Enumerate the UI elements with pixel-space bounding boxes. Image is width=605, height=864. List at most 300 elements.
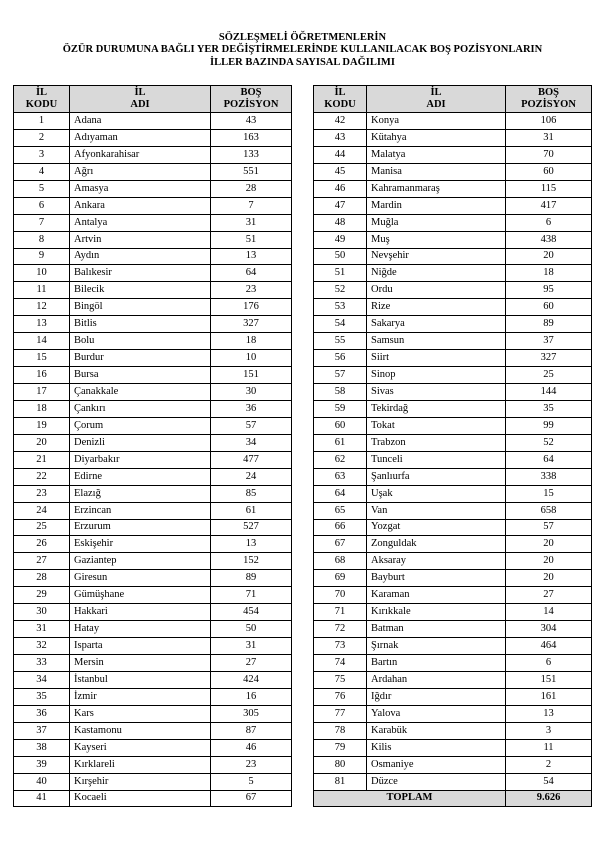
bos-pozisyon-cell: 327 (211, 316, 292, 333)
il-adi-cell: Manisa (367, 163, 506, 180)
table-row (14, 756, 292, 773)
il-kodu-cell: 5 (14, 180, 70, 197)
il-adi-cell: Mersin (70, 655, 211, 672)
il-kodu-cell: 3 (14, 146, 70, 163)
il-adi-cell: Sivas (367, 384, 506, 401)
table-row (314, 671, 592, 688)
il-adi-cell: Bartın (367, 655, 506, 672)
bos-pozisyon-cell: 31 (211, 638, 292, 655)
bos-pozisyon-cell: 305 (211, 705, 292, 722)
il-kodu-cell: 19 (14, 417, 70, 434)
il-adi-cell: Iğdır (367, 688, 506, 705)
il-kodu-cell: 40 (14, 773, 70, 790)
bos-pozisyon-cell: 46 (211, 739, 292, 756)
table-row (14, 400, 292, 417)
il-adi-cell: Afyonkarahisar (70, 146, 211, 163)
bos-pozisyon-cell: 551 (211, 163, 292, 180)
il-adi-cell: Çankırı (70, 400, 211, 417)
bos-pozisyon-cell: 176 (211, 299, 292, 316)
bos-pozisyon-cell: 115 (506, 180, 592, 197)
bos-pozisyon-cell: 13 (211, 248, 292, 265)
il-adi-cell: Konya (367, 113, 506, 130)
table-row (14, 434, 292, 451)
bos-pozisyon-cell: 464 (506, 638, 592, 655)
il-kodu-cell: 68 (314, 553, 367, 570)
il-adi-cell: Trabzon (367, 434, 506, 451)
il-adi-cell: Kilis (367, 739, 506, 756)
table-row (14, 265, 292, 282)
bos-pozisyon-cell: 151 (506, 671, 592, 688)
table-row (314, 163, 592, 180)
table-header-row (314, 86, 592, 113)
table-row (14, 214, 292, 231)
bos-pozisyon-cell: 89 (506, 316, 592, 333)
il-kodu-cell: 7 (14, 214, 70, 231)
table-row (14, 248, 292, 265)
il-kodu-cell: 60 (314, 417, 367, 434)
bos-pozisyon-cell: 477 (211, 451, 292, 468)
il-adi-cell: Ankara (70, 197, 211, 214)
il-adi-cell: Sinop (367, 367, 506, 384)
il-kodu-cell: 44 (314, 146, 367, 163)
il-kodu-cell: 35 (14, 688, 70, 705)
il-kodu-cell: 22 (14, 468, 70, 485)
il-adi-cell: Kocaeli (70, 790, 211, 807)
il-adi-cell: Tekirdağ (367, 400, 506, 417)
table-row (14, 485, 292, 502)
il-kodu-cell: 81 (314, 773, 367, 790)
bos-pozisyon-cell: 20 (506, 553, 592, 570)
bos-pozisyon-cell: 161 (506, 688, 592, 705)
table-row (14, 519, 292, 536)
il-adi-cell: Malatya (367, 146, 506, 163)
il-kodu-cell: 54 (314, 316, 367, 333)
table-row (314, 519, 592, 536)
table-row (314, 197, 592, 214)
bos-pozisyon-cell: 43 (211, 113, 292, 130)
table-row (14, 350, 292, 367)
bos-pozisyon-cell: 67 (211, 790, 292, 807)
il-kodu-cell: 77 (314, 705, 367, 722)
il-adi-cell: Bitlis (70, 316, 211, 333)
il-adi-cell: Muş (367, 231, 506, 248)
table-row (14, 553, 292, 570)
bos-pozisyon-cell: 89 (211, 570, 292, 587)
bos-pozisyon-cell: 64 (211, 265, 292, 282)
il-adi-cell: Bayburt (367, 570, 506, 587)
bos-pozisyon-cell: 151 (211, 367, 292, 384)
il-kodu-cell: 33 (14, 655, 70, 672)
il-adi-cell: Ağrı (70, 163, 211, 180)
il-adi-cell: Kırıkkale (367, 604, 506, 621)
il-adi-cell: Ardahan (367, 671, 506, 688)
table-row (314, 434, 592, 451)
il-adi-cell: Zonguldak (367, 536, 506, 553)
il-kodu-cell: 21 (14, 451, 70, 468)
bos-pozisyon-cell: 30 (211, 384, 292, 401)
il-kodu-cell: 31 (14, 621, 70, 638)
bos-pozisyon-cell: 3 (506, 722, 592, 739)
il-adi-cell: Karabük (367, 722, 506, 739)
il-kodu-cell: 41 (14, 790, 70, 807)
bos-pozisyon-cell: 64 (506, 451, 592, 468)
il-adi-cell: Van (367, 502, 506, 519)
il-kodu-cell: 66 (314, 519, 367, 536)
bos-pozisyon-cell: 87 (211, 722, 292, 739)
bos-pozisyon-cell: 424 (211, 671, 292, 688)
bos-pozisyon-cell: 20 (506, 248, 592, 265)
il-kodu-cell: 67 (314, 536, 367, 553)
bos-pozisyon-cell: 57 (211, 417, 292, 434)
table-row (314, 214, 592, 231)
bos-pozisyon-cell: 36 (211, 400, 292, 417)
il-adi-cell: Tunceli (367, 451, 506, 468)
il-adi-cell: Bilecik (70, 282, 211, 299)
header-il-adi: İL ADI (70, 86, 211, 113)
il-adi-cell: Uşak (367, 485, 506, 502)
bos-pozisyon-cell: 658 (506, 502, 592, 519)
bos-pozisyon-cell: 133 (211, 146, 292, 163)
bos-pozisyon-cell: 18 (506, 265, 592, 282)
il-kodu-cell: 52 (314, 282, 367, 299)
bos-pozisyon-cell: 54 (506, 773, 592, 790)
il-kodu-cell: 27 (14, 553, 70, 570)
table-row (14, 536, 292, 553)
table-row (314, 350, 592, 367)
header-bos-pozisyon: BOŞ POZİSYON (211, 86, 292, 113)
table-row (314, 129, 592, 146)
il-kodu-cell: 15 (14, 350, 70, 367)
il-kodu-cell: 74 (314, 655, 367, 672)
il-kodu-cell: 11 (14, 282, 70, 299)
table-row (14, 587, 292, 604)
table-row (14, 705, 292, 722)
bos-pozisyon-cell: 5 (211, 773, 292, 790)
bos-pozisyon-cell: 50 (211, 621, 292, 638)
bos-pozisyon-cell: 152 (211, 553, 292, 570)
table-row (314, 417, 592, 434)
table-row (314, 536, 592, 553)
il-adi-cell: Hatay (70, 621, 211, 638)
table-row (314, 621, 592, 638)
header-il-kodu: İL KODU (314, 86, 367, 113)
il-kodu-cell: 2 (14, 129, 70, 146)
il-kodu-cell: 58 (314, 384, 367, 401)
il-kodu-cell: 53 (314, 299, 367, 316)
il-adi-cell: Nevşehir (367, 248, 506, 265)
bos-pozisyon-cell: 60 (506, 299, 592, 316)
bos-pozisyon-cell: 163 (211, 129, 292, 146)
il-adi-cell: Kırklareli (70, 756, 211, 773)
province-table-right (313, 85, 592, 807)
table-row (314, 638, 592, 655)
bos-pozisyon-cell: 338 (506, 468, 592, 485)
table-row (314, 502, 592, 519)
bos-pozisyon-cell: 70 (506, 146, 592, 163)
il-kodu-cell: 65 (314, 502, 367, 519)
il-kodu-cell: 20 (14, 434, 70, 451)
table-row (14, 197, 292, 214)
il-kodu-cell: 75 (314, 671, 367, 688)
bos-pozisyon-cell: 10 (211, 350, 292, 367)
table-row (314, 384, 592, 401)
table-row (14, 384, 292, 401)
il-adi-cell: Rize (367, 299, 506, 316)
table-row (314, 180, 592, 197)
table-row (14, 773, 292, 790)
table-row (314, 468, 592, 485)
table-row (14, 333, 292, 350)
table-row (14, 129, 292, 146)
il-kodu-cell: 59 (314, 400, 367, 417)
bos-pozisyon-cell: 2 (506, 756, 592, 773)
il-kodu-cell: 4 (14, 163, 70, 180)
bos-pozisyon-cell: 20 (506, 570, 592, 587)
bos-pozisyon-cell: 6 (506, 214, 592, 231)
il-adi-cell: Bolu (70, 333, 211, 350)
bos-pozisyon-cell: 34 (211, 434, 292, 451)
total-label: TOPLAM (314, 790, 506, 807)
bos-pozisyon-cell: 31 (211, 214, 292, 231)
header-il-adi: İL ADI (367, 86, 506, 113)
bos-pozisyon-cell: 11 (506, 739, 592, 756)
title-line-2: ÖZÜR DURUMUNA BAĞLI YER DEĞİŞTİRMELERİNDE KULLANILACAK BOŞ POZİSYONLARIN (62, 44, 543, 55)
il-kodu-cell: 56 (314, 350, 367, 367)
il-adi-cell: Erzincan (70, 502, 211, 519)
il-adi-cell: Samsun (367, 333, 506, 350)
il-adi-cell: Tokat (367, 417, 506, 434)
il-kodu-cell: 24 (14, 502, 70, 519)
il-kodu-cell: 62 (314, 451, 367, 468)
bos-pozisyon-cell: 304 (506, 621, 592, 638)
il-kodu-cell: 38 (14, 739, 70, 756)
table-row (314, 248, 592, 265)
il-kodu-cell: 50 (314, 248, 367, 265)
table-row (14, 790, 292, 807)
il-adi-cell: Kırşehir (70, 773, 211, 790)
bos-pozisyon-cell: 327 (506, 350, 592, 367)
il-adi-cell: Erzurum (70, 519, 211, 536)
table-row (314, 231, 592, 248)
il-adi-cell: Muğla (367, 214, 506, 231)
bos-pozisyon-cell: 25 (506, 367, 592, 384)
table-row (14, 163, 292, 180)
bos-pozisyon-cell: 37 (506, 333, 592, 350)
bos-pozisyon-cell: 61 (211, 502, 292, 519)
table-row (14, 282, 292, 299)
table-row (314, 265, 592, 282)
table-row (14, 417, 292, 434)
il-adi-cell: Gümüşhane (70, 587, 211, 604)
il-kodu-cell: 57 (314, 367, 367, 384)
il-adi-cell: Yozgat (367, 519, 506, 536)
il-adi-cell: Elazığ (70, 485, 211, 502)
il-adi-cell: Sakarya (367, 316, 506, 333)
bos-pozisyon-cell: 31 (506, 129, 592, 146)
table-row (314, 587, 592, 604)
table-row (314, 756, 592, 773)
bos-pozisyon-cell: 417 (506, 197, 592, 214)
il-adi-cell: Çorum (70, 417, 211, 434)
table-row (14, 316, 292, 333)
header-il-kodu: İL KODU (14, 86, 70, 113)
il-adi-cell: Kayseri (70, 739, 211, 756)
il-kodu-cell: 55 (314, 333, 367, 350)
il-kodu-cell: 25 (14, 519, 70, 536)
il-adi-cell: Bingöl (70, 299, 211, 316)
table-row (314, 553, 592, 570)
table-row (14, 468, 292, 485)
il-kodu-cell: 48 (314, 214, 367, 231)
table-row (14, 671, 292, 688)
il-adi-cell: Kastamonu (70, 722, 211, 739)
il-kodu-cell: 46 (314, 180, 367, 197)
il-kodu-cell: 34 (14, 671, 70, 688)
il-kodu-cell: 72 (314, 621, 367, 638)
il-adi-cell: Bursa (70, 367, 211, 384)
il-kodu-cell: 29 (14, 587, 70, 604)
bos-pozisyon-cell: 60 (506, 163, 592, 180)
table-row (314, 299, 592, 316)
table-row (14, 367, 292, 384)
table-row (14, 451, 292, 468)
table-row (314, 451, 592, 468)
title-line-3: İLLER BAZINDA SAYISAL DAĞILIMI (210, 57, 395, 68)
il-kodu-cell: 42 (314, 113, 367, 130)
bos-pozisyon-cell: 23 (211, 282, 292, 299)
bos-pozisyon-cell: 527 (211, 519, 292, 536)
title-line-1: SÖZLEŞMELİ ÖĞRETMENLERİN (218, 32, 387, 43)
bos-pozisyon-cell: 144 (506, 384, 592, 401)
table-row (314, 688, 592, 705)
il-kodu-cell: 78 (314, 722, 367, 739)
il-adi-cell: Aksaray (367, 553, 506, 570)
il-adi-cell: Düzce (367, 773, 506, 790)
table-row (314, 316, 592, 333)
il-kodu-cell: 9 (14, 248, 70, 265)
il-adi-cell: Hakkari (70, 604, 211, 621)
table-row (14, 231, 292, 248)
il-kodu-cell: 73 (314, 638, 367, 655)
table-row (14, 146, 292, 163)
il-adi-cell: Kars (70, 705, 211, 722)
il-kodu-cell: 80 (314, 756, 367, 773)
bos-pozisyon-cell: 51 (211, 231, 292, 248)
il-kodu-cell: 45 (314, 163, 367, 180)
il-adi-cell: İstanbul (70, 671, 211, 688)
il-kodu-cell: 23 (14, 485, 70, 502)
il-kodu-cell: 79 (314, 739, 367, 756)
bos-pozisyon-cell: 27 (506, 587, 592, 604)
bos-pozisyon-cell: 16 (211, 688, 292, 705)
bos-pozisyon-cell: 23 (211, 756, 292, 773)
bos-pozisyon-cell: 106 (506, 113, 592, 130)
table-row (14, 688, 292, 705)
table-row (314, 739, 592, 756)
il-kodu-cell: 30 (14, 604, 70, 621)
il-adi-cell: Burdur (70, 350, 211, 367)
il-adi-cell: Karaman (367, 587, 506, 604)
table-row (14, 180, 292, 197)
il-kodu-cell: 47 (314, 197, 367, 214)
table-row (14, 502, 292, 519)
il-adi-cell: Yalova (367, 705, 506, 722)
table-row (14, 604, 292, 621)
il-kodu-cell: 37 (14, 722, 70, 739)
il-kodu-cell: 16 (14, 367, 70, 384)
table-row (14, 739, 292, 756)
il-adi-cell: Batman (367, 621, 506, 638)
il-adi-cell: Niğde (367, 265, 506, 282)
table-row (314, 773, 592, 790)
table-row (314, 400, 592, 417)
il-adi-cell: Diyarbakır (70, 451, 211, 468)
bos-pozisyon-cell: 57 (506, 519, 592, 536)
il-adi-cell: Adana (70, 113, 211, 130)
bos-pozisyon-cell: 24 (211, 468, 292, 485)
il-adi-cell: Adıyaman (70, 129, 211, 146)
il-kodu-cell: 69 (314, 570, 367, 587)
il-kodu-cell: 8 (14, 231, 70, 248)
il-adi-cell: Eskişehir (70, 536, 211, 553)
il-kodu-cell: 70 (314, 587, 367, 604)
il-adi-cell: İzmir (70, 688, 211, 705)
il-adi-cell: Gaziantep (70, 553, 211, 570)
table-row (314, 485, 592, 502)
il-kodu-cell: 14 (14, 333, 70, 350)
il-kodu-cell: 32 (14, 638, 70, 655)
il-adi-cell: Antalya (70, 214, 211, 231)
il-kodu-cell: 6 (14, 197, 70, 214)
il-adi-cell: Balıkesir (70, 265, 211, 282)
header-bos-pozisyon: BOŞ POZİSYON (506, 86, 592, 113)
il-adi-cell: Isparta (70, 638, 211, 655)
il-adi-cell: Şırnak (367, 638, 506, 655)
il-adi-cell: Artvin (70, 231, 211, 248)
table-row (14, 621, 292, 638)
il-adi-cell: Denizli (70, 434, 211, 451)
table-row (314, 722, 592, 739)
il-adi-cell: Mardin (367, 197, 506, 214)
il-kodu-cell: 39 (14, 756, 70, 773)
bos-pozisyon-cell: 85 (211, 485, 292, 502)
il-kodu-cell: 51 (314, 265, 367, 282)
bos-pozisyon-cell: 20 (506, 536, 592, 553)
table-row (314, 282, 592, 299)
table-row (314, 604, 592, 621)
bos-pozisyon-cell: 27 (211, 655, 292, 672)
table-row (314, 367, 592, 384)
il-adi-cell: Aydın (70, 248, 211, 265)
il-adi-cell: Kahramanmaraş (367, 180, 506, 197)
il-adi-cell: Edirne (70, 468, 211, 485)
table-row (314, 333, 592, 350)
table-row (314, 146, 592, 163)
bos-pozisyon-cell: 6 (506, 655, 592, 672)
il-kodu-cell: 76 (314, 688, 367, 705)
table-row (14, 655, 292, 672)
il-kodu-cell: 18 (14, 400, 70, 417)
il-adi-cell: Osmaniye (367, 756, 506, 773)
bos-pozisyon-cell: 28 (211, 180, 292, 197)
il-kodu-cell: 64 (314, 485, 367, 502)
bos-pozisyon-cell: 454 (211, 604, 292, 621)
table-row (14, 570, 292, 587)
il-kodu-cell: 10 (14, 265, 70, 282)
table-header-row (14, 86, 292, 113)
il-kodu-cell: 71 (314, 604, 367, 621)
table-row (314, 113, 592, 130)
